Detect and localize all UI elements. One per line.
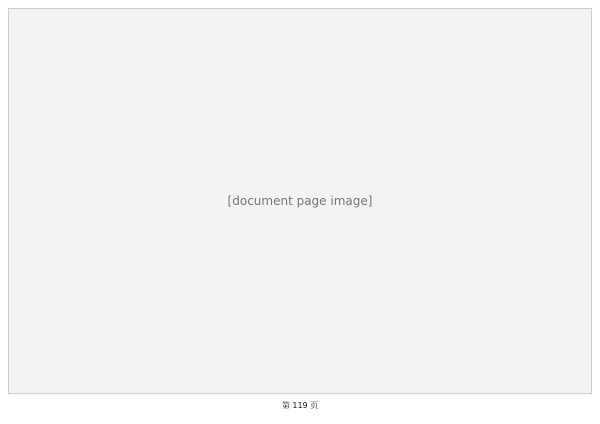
page-image bbox=[8, 8, 592, 394]
page-image-label: [document page image] bbox=[227, 194, 373, 208]
page-footer: 第 119 页 bbox=[281, 401, 319, 410]
